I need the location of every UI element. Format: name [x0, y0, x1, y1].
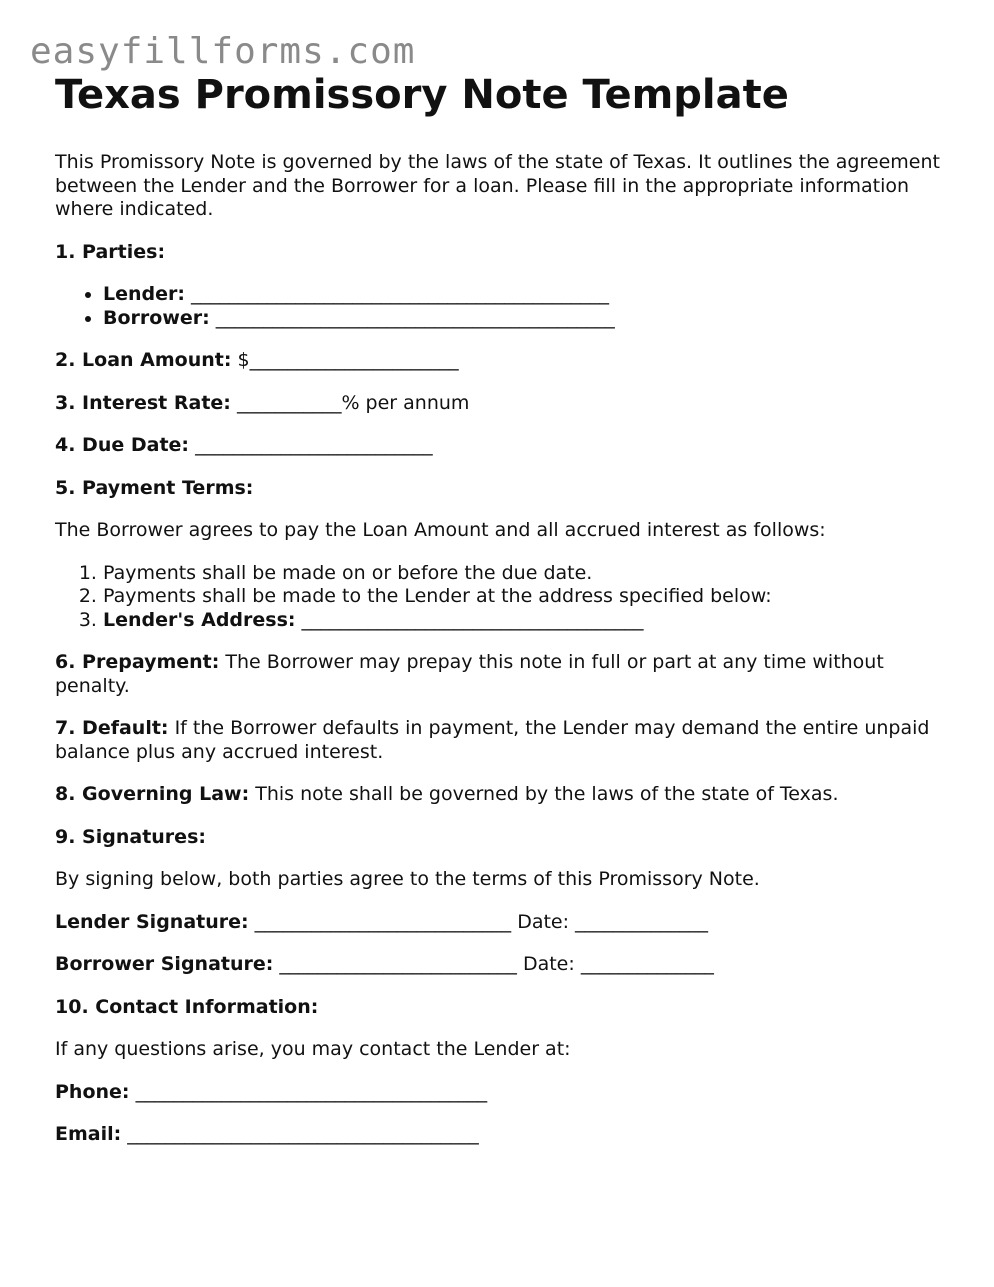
lender-label: Lender:	[103, 283, 185, 305]
email-label: Email:	[55, 1123, 122, 1145]
interest-rate-blank: ___________% per annum	[236, 391, 470, 414]
loan-amount-label: 2. Loan Amount:	[55, 349, 232, 371]
borrower-blank: __________________________________________	[215, 306, 615, 329]
governing-law-label: 8. Governing Law:	[55, 783, 250, 805]
prepayment-clause: 6. Prepayment: The Borrower may prepay this note in full or part at any time without penalty.	[55, 651, 884, 697]
payment-term-item	[103, 609, 945, 633]
default-label: 7. Default:	[55, 717, 169, 739]
document-body	[55, 70, 945, 1147]
borrower-item	[103, 307, 945, 331]
contact-heading: 10. Contact Information:	[55, 995, 319, 1018]
loan-amount-row	[55, 349, 945, 373]
payment-term-item: 1. Payments shall be made on or before the due date.	[103, 562, 945, 586]
payment-terms-heading: 5. Payment Terms:	[55, 476, 254, 499]
phone-row	[55, 1081, 945, 1105]
governing-law-clause: 8. Governing Law: This note shall be governed by the laws of the state of Texas.	[55, 783, 839, 805]
prepayment-label: 6. Prepayment:	[55, 651, 220, 673]
phone-blank: _____________________________________	[135, 1080, 488, 1103]
interest-rate-row	[55, 392, 945, 416]
phone-label: Phone:	[55, 1080, 130, 1103]
borrower-signature-blank: _________________________ Date: ______________	[279, 953, 714, 975]
due-date-label: 4. Due Date:	[55, 434, 190, 456]
payment-term-item: 2. Payments shall be made to the Lender at the address specified below:	[103, 585, 945, 609]
lender-address-label: Lender's Address:	[103, 608, 296, 631]
signatures-heading: 9. Signatures:	[55, 825, 206, 848]
watermark: easyfillforms.com	[30, 31, 416, 72]
lender-signature-blank: ___________________________ Date: ______________	[254, 910, 709, 933]
due-date-row	[55, 434, 945, 458]
contact-intro: If any questions arise, you may contact the Lender at:	[55, 1038, 571, 1060]
parties-heading: 1. Parties:	[55, 240, 166, 263]
payment-terms-intro: The Borrower agrees to pay the Loan Amount and all accrued interest as follows:	[55, 519, 826, 541]
email-row	[55, 1123, 945, 1147]
lender-address-blank: ____________________________________	[301, 608, 644, 631]
intro-paragraph: This Promissory Note is governed by the laws of the state of Texas. It outlines the agreement between the Lender and the Borrower for a loan. Please fill in the appropriate information where indicated.	[55, 151, 940, 220]
lender-signature-label: Lender Signature:	[55, 910, 249, 933]
payment-terms-list	[55, 562, 945, 633]
interest-rate-label: 3. Interest Rate:	[55, 391, 231, 414]
parties-list	[55, 283, 945, 330]
borrower-signature-label: Borrower Signature:	[55, 953, 274, 975]
borrower-label: Borrower:	[103, 306, 210, 329]
lender-signature-row	[55, 911, 945, 935]
due-date-blank: _________________________	[195, 434, 433, 456]
default-clause: 7. Default: If the Borrower defaults in payment, the Lender may demand the entire unpaid balance plus any accrued interest.	[55, 717, 930, 763]
signatures-intro: By signing below, both parties agree to the terms of this Promissory Note.	[55, 868, 760, 890]
lender-item	[103, 283, 945, 307]
document-title: Texas Promissory Note Template	[55, 72, 789, 118]
email-blank: _____________________________________	[127, 1123, 479, 1145]
borrower-signature-row	[55, 953, 945, 977]
lender-blank: ____________________________________________	[191, 283, 610, 305]
loan-amount-blank: $______________________	[237, 349, 459, 371]
